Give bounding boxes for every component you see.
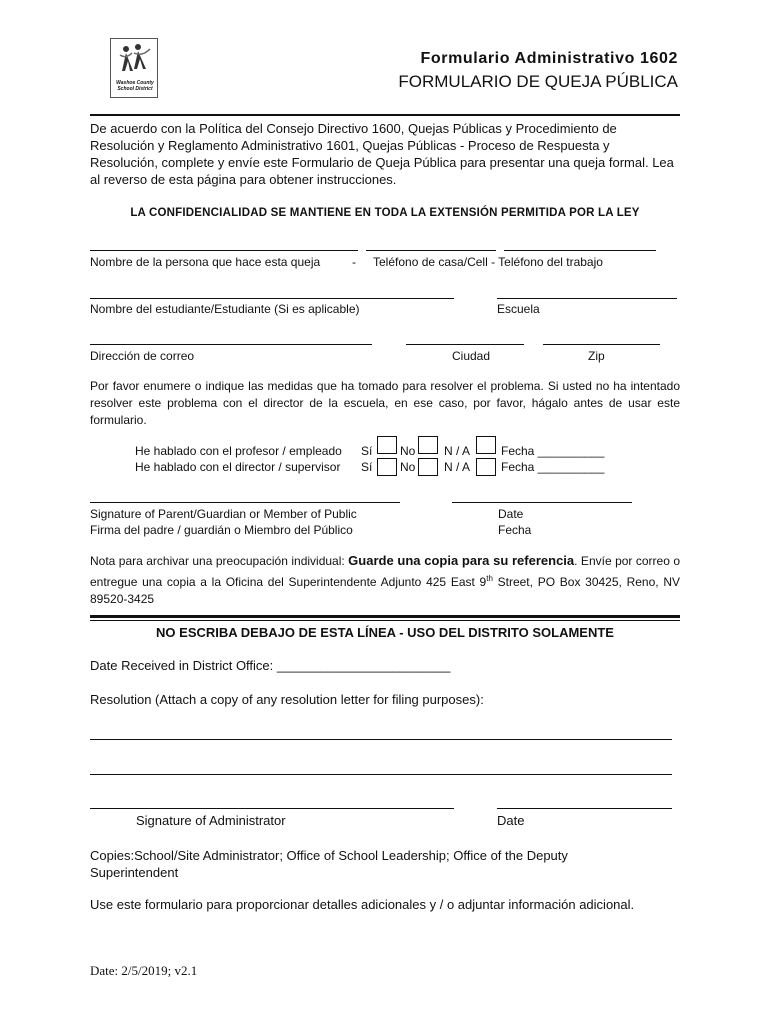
signature-label-en: Signature of Parent/Guardian or Member of Public [90, 507, 357, 521]
home-phone-line[interactable] [366, 250, 496, 251]
school-line[interactable] [497, 298, 677, 299]
date-label-es: Fecha [498, 523, 532, 537]
note-prefix: Nota para archivar una preocupación individual: [90, 554, 349, 568]
use-form-text: Use este formulario para proporcionar detalles adicionales y / o adjuntar información adicional. [90, 897, 635, 912]
note-sup: th [486, 574, 493, 583]
checkbox-director-no[interactable] [418, 458, 438, 476]
parent-signature-line[interactable] [90, 502, 400, 503]
name-label: Nombre de la persona que hace esta queja [90, 255, 321, 269]
checkbox-teacher-no[interactable] [418, 436, 438, 454]
filing-note [90, 552, 680, 608]
check-row-teacher-label: He hablado con el profesor / empleado [135, 444, 342, 458]
checkbox-teacher-na[interactable] [476, 436, 496, 454]
header-divider [90, 114, 680, 116]
district-divider-thick [90, 615, 680, 618]
note-suffix1: . Envíe por correo o entregue una copia a la Oficina del Superintendente Adjunto 425 East 9 [90, 554, 680, 589]
city-label: Ciudad [452, 349, 491, 363]
admin-signature-label: Signature of Administrator [136, 813, 286, 828]
district-divider-thin [90, 620, 680, 621]
label-dash: - [352, 255, 356, 269]
address-line[interactable] [90, 344, 372, 345]
check-row-director-yes: Sí [361, 460, 373, 474]
copies-text: Copies:School/Site Administrator; Office of School Leadership; Office of the Deputy Superintendent [90, 848, 568, 880]
student-label: Nombre del estudiante/Estudiante (Si es aplicable) [90, 302, 360, 316]
intro-paragraph: De acuerdo con la Política del Consejo Directivo 1600, Quejas Públicas y Procedimiento de Resolución y Reglamento Administrativo 1601, Quejas Públicas - Proceso de Respuesta y Resolución, complete y envíe este Formulario de Queja Pública para presentar una queja formal. Lea al reverso de esta página para obtener instrucciones. [90, 121, 674, 187]
work-phone-line[interactable] [504, 250, 656, 251]
logo-figures-icon [112, 41, 158, 81]
resolution-label: Resolution (Attach a copy of any resolution letter for filing purposes): [90, 692, 484, 707]
resolution-line-2[interactable] [90, 774, 672, 775]
check-row-teacher-no: No [400, 444, 416, 458]
admin-signature-line[interactable] [90, 808, 454, 809]
name-line[interactable] [90, 250, 358, 251]
admin-date-label: Date [497, 813, 525, 828]
checkbox-director-na[interactable] [476, 458, 496, 476]
district-header: NO ESCRIBA DEBAJO DE ESTA LÍNEA - USO DEL DISTRITO SOLAMENTE [156, 625, 614, 640]
school-label: Escuela [497, 302, 540, 316]
address-label: Dirección de correo [90, 349, 195, 363]
check-row-teacher-na: N / A [444, 444, 471, 458]
check-row-director-no: No [400, 460, 416, 474]
checkbox-teacher-yes[interactable] [377, 436, 397, 454]
admin-date-line[interactable] [497, 808, 672, 809]
resolution-line-1[interactable] [90, 739, 672, 740]
logo-text: Washoe County School District [116, 80, 154, 92]
date-received: Date Received in District Office: ________________________ [90, 658, 451, 673]
note-bold: Guarde una copia para su referencia [348, 553, 575, 568]
city-line[interactable] [406, 344, 524, 345]
form-title: Formulario Administrativo 1602 [420, 50, 678, 67]
zip-label: Zip [588, 349, 605, 363]
check-row-teacher-yes: Sí [361, 444, 373, 458]
footer-date: Date: 2/5/2019; v2.1 [90, 963, 198, 978]
check-row-director-na: N / A [444, 460, 471, 474]
district-logo [110, 38, 158, 98]
date-label-en: Date [498, 507, 524, 521]
confidentiality-notice: LA CONFIDENCIALIDAD SE MANTIENE EN TODA LA EXTENSIÓN PERMITIDA POR LA LEY [130, 207, 640, 219]
check-row-director-label: He hablado con el director / supervisor [135, 460, 341, 474]
phone-label: Teléfono de casa/Cell - Teléfono del trabajo [373, 255, 603, 269]
measures-paragraph: Por favor enumere o indique las medidas que ha tomado para resolver el problema. Si usted no ha intentado resolver este problema con el director de la escuela, en ese caso, por favor, hágalo antes de usar este formulario. [90, 379, 680, 427]
signature-label-es: Firma del padre / guardián o Miembro del Público [90, 523, 353, 537]
zip-line[interactable] [543, 344, 660, 345]
form-subtitle: FORMULARIO DE QUEJA PÚBLICA [398, 72, 678, 91]
check-row-teacher-date: Fecha __________ [501, 444, 605, 458]
checkbox-director-yes[interactable] [377, 458, 397, 476]
parent-date-line[interactable] [452, 502, 632, 503]
check-row-director-date: Fecha __________ [501, 460, 605, 474]
student-line[interactable] [90, 298, 454, 299]
note-suffix2: Street, PO Box 30425, Reno, NV 89520-3425 [90, 575, 681, 606]
